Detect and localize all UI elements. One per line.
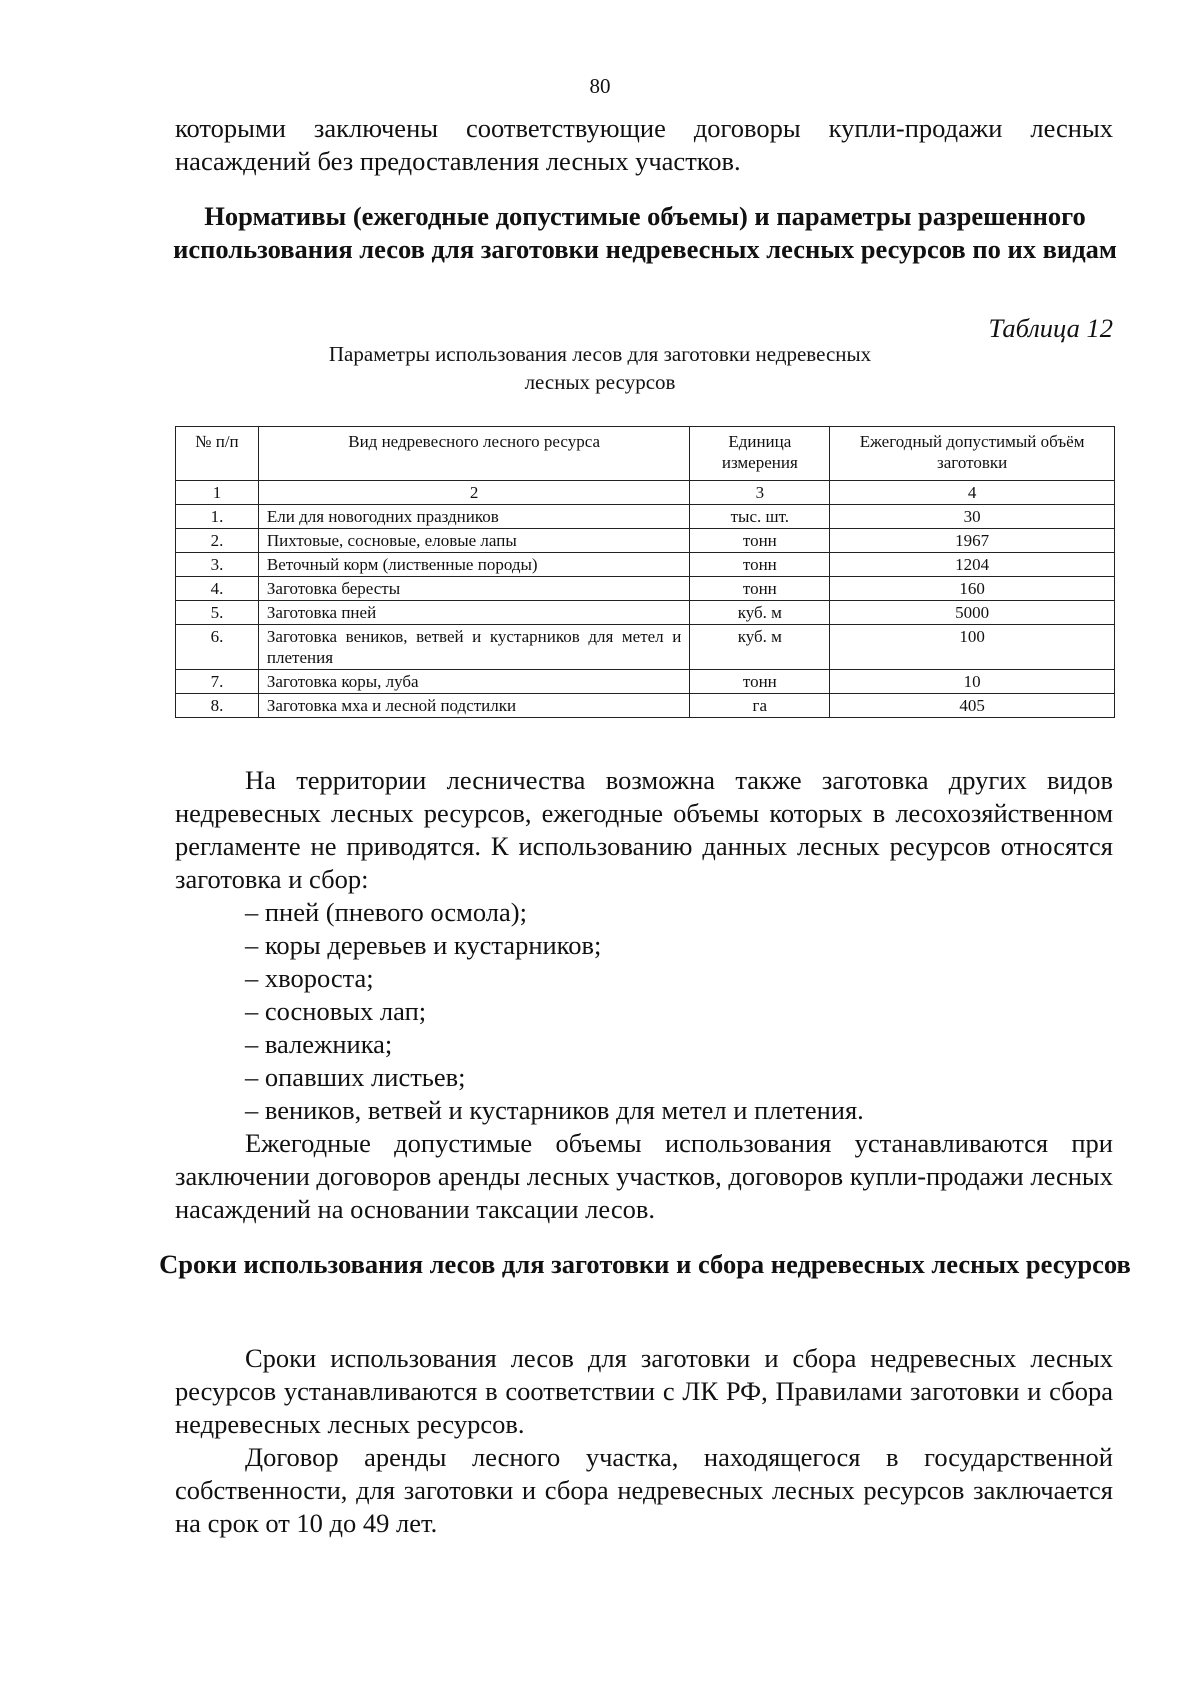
table-header-row [176,427,1115,481]
row-number: 4. [176,577,259,601]
list-item: – коры деревьев и кустарников; [245,930,602,960]
row-volume: 1967 [830,529,1115,553]
row-volume: 5000 [830,601,1115,625]
header-volume: Ежегодный допустимый объём заготовки [830,427,1115,481]
row-resource: Ели для новогодних праздников [258,505,689,529]
index-cell: 2 [258,481,689,505]
row-number: 5. [176,601,259,625]
row-resource: Заготовка веников, ветвей и кустарников для метел и плетения [258,625,689,670]
row-volume: 405 [830,694,1115,718]
row-unit: куб. м [690,601,830,625]
row-resource: Заготовка бересты [258,577,689,601]
row-volume: 100 [830,625,1115,670]
list-item: – сосновых лап; [245,996,427,1026]
row-unit: тонн [690,577,830,601]
section-heading-terms: Сроки использования лесов для заготовки и сбора недревесных лесных ресурсов [159,1249,1131,1279]
row-unit: куб. м [690,625,830,670]
index-cell: 4 [830,481,1115,505]
page-number: 80 [589,74,611,98]
table-row [176,670,1115,694]
row-resource: Веточный корм (лиственные породы) [258,553,689,577]
row-number: 3. [176,553,259,577]
row-volume: 1204 [830,553,1115,577]
list-item: – веников, ветвей и кустарников для метел и плетения. [245,1095,864,1125]
row-unit: тонн [690,553,830,577]
table-row [176,577,1115,601]
intro-text: которыми заключены соответствующие договоры купли-продажи лесных насаждений без предоставления лесных участков. [175,113,1113,176]
paragraph-terms: Сроки использования лесов для заготовки и сбора недревесных лесных ресурсов устанавливаются в соответствии с ЛК РФ, Правилами заготовки и сбора недревесных лесных ресурсов. [175,1343,1113,1439]
row-number: 1. [176,505,259,529]
header-number: № п/п [176,427,259,481]
table-caption: Параметры использования лесов для заготовки недревесных лесных ресурсов [328,342,872,394]
table-row [176,625,1115,670]
row-volume: 10 [830,670,1115,694]
row-resource: Заготовка мха и лесной подстилки [258,694,689,718]
row-volume: 30 [830,505,1115,529]
table-row [176,553,1115,577]
header-resource: Вид недревесного лесного ресурса [258,427,689,481]
row-number: 8. [176,694,259,718]
row-unit: тыс. шт. [690,505,830,529]
row-resource: Пихтовые, сосновые, еловые лапы [258,529,689,553]
table-row [176,505,1115,529]
row-unit: га [690,694,830,718]
section-heading-norms: Нормативы (ежегодные допустимые объемы) и параметры разрешенного использования лесов для заготовки недревесных лесных ресурсов по их видам [173,201,1117,264]
list-item: – валежника; [245,1029,393,1059]
row-resource: Заготовка пней [258,601,689,625]
resource-list [175,896,1113,1127]
row-number: 7. [176,670,259,694]
table-row [176,601,1115,625]
row-number: 2. [176,529,259,553]
row-unit: тонн [690,529,830,553]
index-cell: 3 [690,481,830,505]
paragraph-annual-volumes: Ежегодные допустимые объемы использования устанавливаются при заключении договоров аренды лесных участков, договоров купли-продажи лесных насаждений на основании таксации лесов. [175,1128,1113,1224]
table-row [176,694,1115,718]
table-row [176,529,1115,553]
row-unit: тонн [690,670,830,694]
row-resource: Заготовка коры, луба [258,670,689,694]
resources-table [175,426,1115,718]
table-label: Таблица 12 [988,313,1113,343]
list-item: – опавших листьев; [245,1062,466,1092]
paragraph-lease: Договор аренды лесного участка, находящегося в государственной собственности, для заготовки и сбора недревесных лесных ресурсов заключается на срок от 10 до 49 лет. [175,1442,1113,1538]
table-index-row [176,481,1115,505]
list-item: – хвороста; [245,963,374,993]
header-unit: Единица измерения [690,427,830,481]
paragraph-other-resources: На территории лесничества возможна также заготовка других видов недревесных лесных ресурсов, ежегодные объемы которых в лесохозяйственном регламенте не приводятся. К использованию данных лесных ресурсов относятся заготовка и сбор: [175,765,1113,894]
list-item: – пней (пневого осмола); [245,897,527,927]
row-number: 6. [176,625,259,670]
index-cell: 1 [176,481,259,505]
row-volume: 160 [830,577,1115,601]
